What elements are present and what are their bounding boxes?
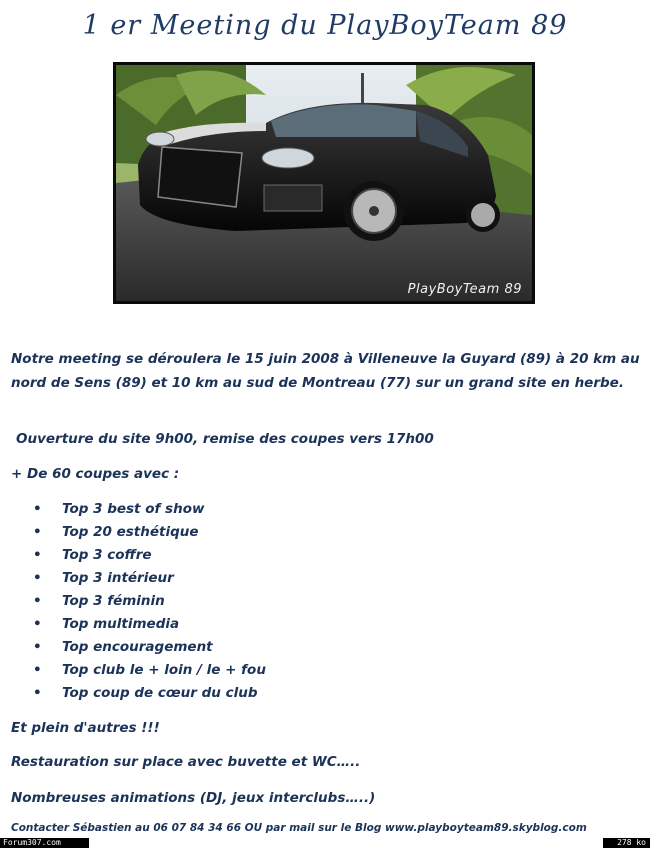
- bullet-icon: •: [33, 570, 42, 586]
- animations-text: Nombreuses animations (DJ, jeux interclubs…..): [11, 790, 376, 806]
- photo-caption: PlayBoyTeam 89: [407, 282, 522, 297]
- list-item: • Top 3 féminin: [0, 590, 266, 613]
- bullet-icon: •: [33, 593, 42, 609]
- bullet-icon: •: [33, 547, 42, 563]
- list-item: • Top 3 best of show: [0, 498, 266, 521]
- hours-paragraph: Ouverture du site 9h00, remise des coupes vers 17h00: [16, 431, 434, 447]
- bullet-icon: •: [33, 685, 42, 701]
- list-item: • Top 20 esthétique: [0, 521, 266, 544]
- list-item: • Top coup de cœur du club: [0, 682, 266, 705]
- bullet-icon: •: [33, 524, 42, 540]
- more-text: Et plein d'autres !!!: [11, 720, 160, 736]
- bullet-icon: •: [33, 616, 42, 632]
- food-text: Restauration sur place avec buvette et WC…..: [11, 754, 361, 770]
- list-item: • Top encouragement: [0, 636, 266, 659]
- list-item: • Top multimedia: [0, 613, 266, 636]
- car-illustration: [116, 65, 532, 301]
- prize-list: [0, 498, 266, 705]
- page-title: 1 er Meeting du PlayBoyTeam 89: [82, 10, 568, 41]
- list-item: • Top 3 intérieur: [0, 567, 266, 590]
- file-size-badge: 278 ko: [603, 838, 650, 848]
- contact-text: Contacter Sébastien au 06 07 84 34 66 OU par mail sur le Blog www.playboyteam89.skyblog.com: [11, 822, 587, 834]
- bullet-icon: •: [33, 501, 42, 517]
- cups-intro: + De 60 coupes avec :: [11, 466, 180, 482]
- bullet-icon: •: [33, 662, 42, 678]
- bullet-icon: •: [33, 639, 42, 655]
- source-watermark: Forum307.com: [0, 838, 89, 848]
- intro-paragraph: Notre meeting se déroulera le 15 juin 2008 à Villeneuve la Guyard (89) à 20 km au nord de Sens (89) et 10 km au sud de Montreau (77) sur un grand site en herbe.: [11, 351, 640, 391]
- list-item: • Top 3 coffre: [0, 544, 266, 567]
- car-photo: [113, 62, 535, 304]
- list-item: • Top club le + loin / le + fou: [0, 659, 266, 682]
